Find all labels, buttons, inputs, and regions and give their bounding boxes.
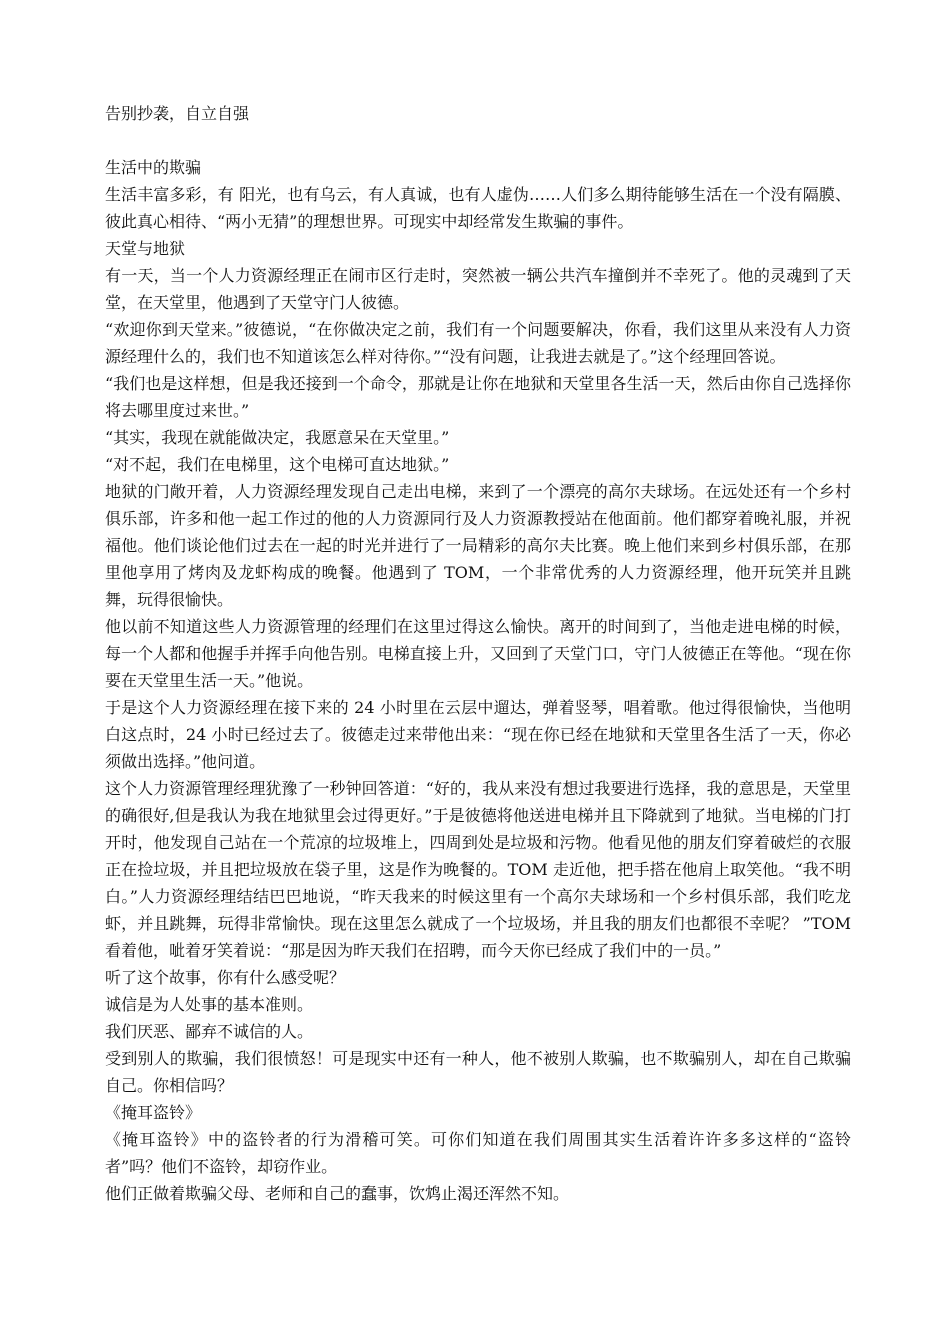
section-heading-fable: 《掩耳盗铃》 — [105, 1103, 202, 1122]
paragraph-intro: 生活丰富多彩，有 阳光，也有乌云，有人真诚，也有人虚伪……人们多么期待能够生活在一个没有隔膜、彼此真心相待、“两小无猜”的理想世界。可现实中却经常发生欺骗的事件。 — [105, 185, 851, 231]
paragraph: “欢迎你到天堂来。”彼德说，“在你做决定之前，我们有一个问题要解决，你看，我们这里从来没有人力资源经理什么的，我们也不知道该怎么样对待你。”“没有问题，让我进去就是了。”这个经理回答说。 — [105, 320, 851, 366]
paragraph: 他以前不知道这些人力资源管理的经理们在这里过得这么愉快。离开的时间到了，当他走进电梯的时候，每一个人都和他握手并挥手向他告别。电梯直接上升，又回到了天堂门口，守门人彼德正在等他。“现在你要在天堂里生活一天。”他说。 — [105, 617, 851, 690]
paragraph: 于是这个人力资源经理在接下来的 24 小时里在云层中遛达，弹着竖琴，唱着歌。他过得很愉快，当他明白这点时，24 小时已经过去了。彼德走过来带他出来：“现在你已经在地狱和天堂里各生活了一天，你必须做出选择。”他问道。 — [105, 698, 851, 771]
paragraph: 有一天，当一个人力资源经理正在闹市区行走时，突然被一辆公共汽车撞倒并不幸死了。他的灵魂到了天堂，在天堂里，他遇到了天堂守门人彼德。 — [105, 266, 851, 312]
document-body — [105, 100, 851, 1207]
paragraph: 《掩耳盗铃》中的盗铃者的行为滑稽可笑。可你们知道在我们周围其实生活着许许多多这样的“盗铃者”吗？他们不盗铃，却窃作业。 — [105, 1130, 851, 1176]
paragraph: 地狱的门敞开着，人力资源经理发现自己走出电梯，来到了一个漂亮的高尔夫球场。在远处还有一个乡村俱乐部，许多和他一起工作过的他的人力资源同行及人力资源教授站在他面前。他们都穿着晚礼服，并祝福他。他们谈论他们过去在一起的时光并进行了一局精彩的高尔夫比赛。晚上他们来到乡村俱乐部，在那里他享用了烤肉及龙虾构成的晚餐。他遇到了 TOM，一个非常优秀的人力资源经理，他开玩笑并且跳舞，玩得很愉快。 — [105, 482, 851, 609]
paragraph: 这个人力资源管理经理犹豫了一秒钟回答道：“好的，我从来没有想过我要进行选择，我的意思是，天堂里的确很好,但是我认为我在地狱里会过得更好。”于是彼德将他送进电梯并且下降就到了地狱。当电梯的门打开时，他发现自己站在一个荒凉的垃圾堆上，四周到处是垃圾和污物。他看见他的朋友们穿着破烂的衣服正在捡垃圾，并且把垃圾放在袋子里，这是作为晚餐的。TOM 走近他，把手搭在他肩上取笑他。“我不明白。”人力资源经理结结巴巴地说，“昨天我来的时候这里有一个高尔夫球场和一个乡村俱乐部，我们吃龙虾，并且跳舞，玩得非常愉快。现在这里怎么就成了一个垃圾场，并且我的朋友们也都很不幸呢？ ”TOM 看着他，呲着牙笑着说：“那是因为昨天我们在招聘，而今天你已经成了我们中的一员。” — [105, 779, 851, 960]
section-heading-deception: 生活中的欺骗 — [105, 158, 202, 177]
paragraph: 我们厌恶、鄙弃不诚信的人。 — [105, 1022, 314, 1041]
paragraph: “对不起，我们在电梯里，这个电梯可直达地狱。” — [105, 455, 450, 474]
paragraph: 诚信是为人处事的基本准则。 — [105, 995, 314, 1014]
document-title: 告别抄袭，自立自强 — [105, 104, 250, 123]
paragraph: 他们正做着欺骗父母、老师和自己的蠢事，饮鸩止渴还浑然不知。 — [105, 1184, 570, 1203]
paragraph: “其实，我现在就能做决定，我愿意呆在天堂里。” — [105, 428, 450, 447]
section-heading-heaven-hell: 天堂与地狱 — [105, 239, 186, 258]
paragraph: 受到别人的欺骗，我们很愤怒！可是现实中还有一种人，他不被别人欺骗，也不欺骗别人，却在自己欺骗自己。你相信吗？ — [105, 1049, 851, 1095]
paragraph: 听了这个故事，你有什么感受呢？ — [105, 968, 346, 987]
paragraph: “我们也是这样想，但是我还接到一个命令，那就是让你在地狱和天堂里各生活一天，然后由你自己选择你将去哪里度过来世。” — [105, 374, 851, 420]
